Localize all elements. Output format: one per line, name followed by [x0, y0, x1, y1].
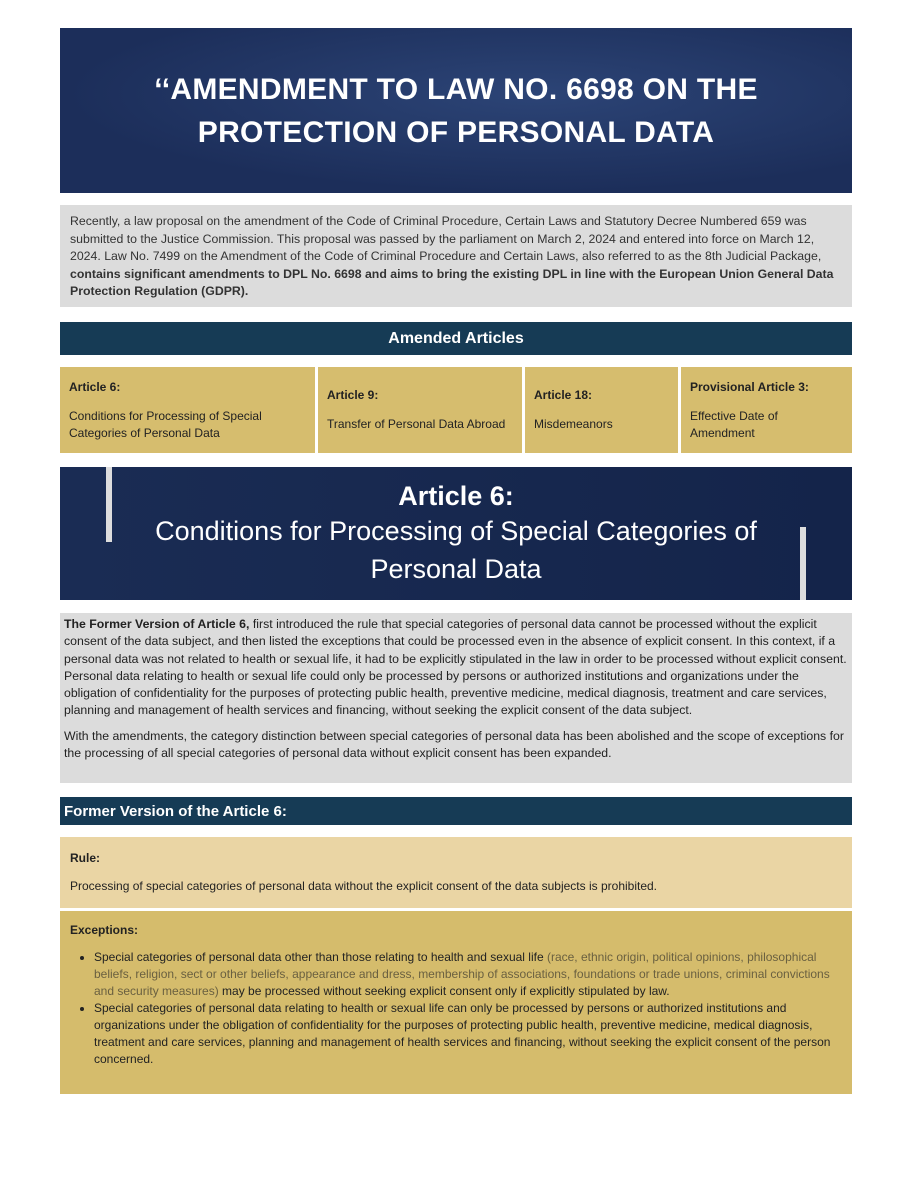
decorative-bar	[800, 527, 806, 600]
exceptions-box: Exceptions: • Special categories of personal data other than those relating to health and sexual life (race, ethnic origin, political opinions, philosophical beliefs, religion, sect or other beliefs, appearance and dress, membership of associations, foundations or trade unions, criminal convictions and security measures) may be processed without seeking explicit consent only if explicitly stipulated by law. • Special categories of personal data relating to health or sexual life can only be processed by persons or authorized institutions and organizations under the obligation of confidentiality for the purposes of protecting public health, preventive medicine, medical diagnosis, treatment and care services, planning and management of health services and financing, without seeking the explicit consent of the person concerned.	[60, 911, 852, 1094]
article-card: Article 18: Misdemeanors	[525, 367, 678, 453]
exception-item: • Special categories of personal data relating to health or sexual life can only be processed by persons or authorized institutions and organizations under the obligation of confidentiality for the purposes of protecting public health, preventive medicine, medical diagnosis, treatment and care services, planning and management of health services and financing, without seeking the explicit consent of the person concerned.	[94, 1000, 842, 1068]
former-version-explanation: The Former Version of Article 6, first introduced the rule that special categories of personal data cannot be processed without the explicit consent of the data subject, and then listed the exceptions that could be processed even in the absence of explicit consent. In this context, if a personal data was not related to health or sexual life, it had to be explicitly stipulated in the law in order to be processed without explicit consent. Personal data relating to health or sexual life could only be processed by persons or authorized institutions and organizations under the obligation of confidentiality for the purposes of protecting public health, preventive medicine, medical diagnosis, treatment and care services, planning and management of health services and financing, without seeking the explicit consent of the data subject. With the amendments, the category distinction between special categories of personal data has been abolished and the scope of exceptions for the processing of all special categories of personal data without explicit consent has been expanded.	[60, 613, 852, 783]
intro-paragraph: Recently, a law proposal on the amendment of the Code of Criminal Procedure, Certain Laws and Statutory Decree Numbered 659 was submitted to the Justice Commission. This proposal was passed by the parliament on March 2, 2024 and entered into force on March 12, 2024. Law No. 7499 on the Amendment of the Code of Criminal Procedure and Certain Laws, also referred to as the 8th Judicial Package, contains significant amendments to DPL No. 6698 and aims to bring the existing DPL in line with the European Union General Data Protection Regulation (GDPR).	[60, 205, 852, 307]
exception-item: • Special categories of personal data other than those relating to health and sexual life (race, ethnic origin, political opinions, philosophical beliefs, religion, sect or other beliefs, appearance and dress, membership of associations, foundations or trade unions, criminal convictions and security measures) may be processed without seeking explicit consent only if explicitly stipulated by law.	[94, 949, 842, 1000]
article-card: Article 6: Conditions for Processing of Special Categories of Personal Data	[60, 367, 315, 453]
page-title: ‘‘AMENDMENT TO LAW NO. 6698 ON THE PROTECTION OF PERSONAL DATA	[60, 28, 852, 193]
amended-articles-list	[60, 367, 852, 453]
amended-articles-heading: Amended Articles	[60, 322, 852, 355]
article-6-banner: Article 6: Conditions for Processing of Special Categories of Personal Data	[60, 467, 852, 600]
decorative-bar	[106, 467, 112, 542]
article-card: Article 9: Transfer of Personal Data Abroad	[318, 367, 522, 453]
rule-box: Rule: Processing of special categories of personal data without the explicit consent of the data subjects is prohibited.	[60, 837, 852, 908]
former-version-heading: Former Version of the Article 6:	[60, 797, 852, 825]
article-card: Provisional Article 3: Effective Date of Amendment	[681, 367, 852, 453]
